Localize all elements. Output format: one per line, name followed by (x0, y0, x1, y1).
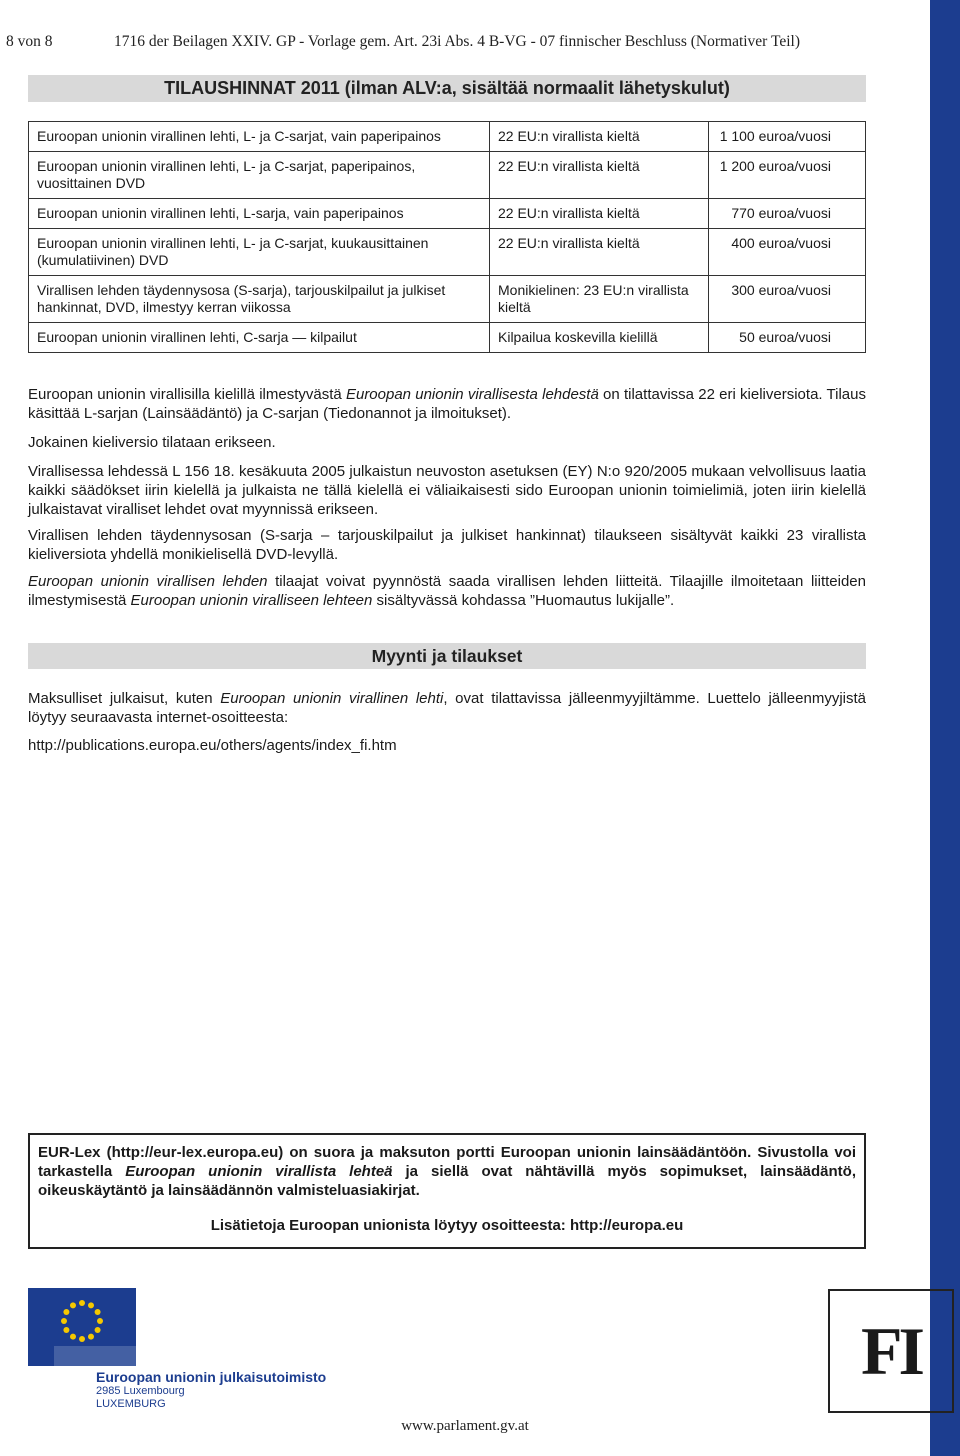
product-cell: Euroopan unionin virallinen lehti, L- ja C-sarjat, kuukausittainen (kumulatiivinen) DVD (29, 229, 490, 276)
text-span: ja siellä ovat nähtävillä myös sopimukset, lainsäädäntö, oikeuskäytäntö ja lainsäädännön valmisteluasiakirjat. (38, 1163, 856, 1199)
irish-language-paragraph: Virallisessa lehdessä L 156 18. kesäkuuta 2005 julkaistun neuvoston asetuksen (EY) N:o 920/2005 mukaan velvollisuus laatia kaikki säädökset iirin kielellä ja julkaista ne tällä kielellä ei väliaikaisesti sido Euroopan unionin toimielimiä, joten iirin kielellä julkaistavat viralliset lehdet ovat myynnissä erikseen. (28, 463, 866, 518)
table-row (29, 323, 866, 353)
subscription-title: TILAUSHINNAT 2011 (ilman ALV:a, sisältää normaalit lähetyskulut) (28, 75, 866, 102)
publisher-address-line2: LUXEMBURG (96, 1398, 166, 1410)
page-header (6, 33, 800, 51)
price-cell: 400 euroa/vuosi (709, 229, 866, 276)
journal-name-italic: Euroopan unionin virallisen lehden (28, 573, 268, 590)
footer-url[interactable]: www.parlament.gv.at (401, 1418, 529, 1434)
eurlex-box (28, 1133, 866, 1249)
text-span: Maksulliset julkaisut, kuten (28, 690, 221, 707)
price-cell: 770 euroa/vuosi (709, 199, 866, 229)
table-row (29, 199, 866, 229)
languages-paragraph (28, 385, 866, 423)
sales-title: Myynti ja tilaukset (28, 643, 866, 669)
right-edge-bar (930, 0, 960, 1456)
publisher-address-line1: 2985 Luxembourg (96, 1385, 185, 1397)
languages-cell: 22 EU:n virallista kieltä (490, 152, 709, 199)
agents-link[interactable]: http://publications.europa.eu/others/agents/index_fi.htm (28, 737, 397, 754)
languages-cell: 22 EU:n virallista kieltä (490, 122, 709, 152)
product-cell: Euroopan unionin virallinen lehti, L- ja C-sarjat, vain paperipainos (29, 122, 490, 152)
language-code-box: FI (828, 1289, 954, 1413)
text-span: , ovat tilattavissa jälleenmyyjiltämme. Luettelo jälleenmyyjistä löytyy seuraavasta internet-osoitteesta: (28, 690, 866, 726)
languages-cell: 22 EU:n virallista kieltä (490, 199, 709, 229)
price-cell: 1 200 euroa/vuosi (709, 152, 866, 199)
languages-cell: Monikielinen: 23 EU:n virallista kieltä (490, 276, 709, 323)
sales-paragraph (28, 689, 866, 727)
table-row (29, 122, 866, 152)
publisher-name: Euroopan unionin julkaisutoimisto (96, 1369, 327, 1385)
journal-name-italic: Euroopan unionin virallisesta lehdestä (345, 386, 599, 403)
text-span: on tilattavissa 22 eri kieliversiota. Tilaus käsittää L-sarjan (Lainsäädäntö) ja C-sarjan (Tiedonannot ja ilmoitukset). (28, 386, 866, 422)
product-cell: Euroopan unionin virallinen lehti, L- ja C-sarjat, paperipainos, vuosittainen DVD (29, 152, 490, 199)
table-row (29, 229, 866, 276)
product-cell: Euroopan unionin virallinen lehti, C-sarja — kilpailut (29, 323, 490, 353)
text-span: tilaajat voivat pyynnöstä saada virallisen lehden liitteitä. Tilaajille ilmoitetaan liitteiden ilmestymisestä (28, 573, 866, 609)
languages-cell: Kilpailua koskevilla kielillä (490, 323, 709, 353)
annexes-paragraph (28, 572, 866, 610)
price-cell: 50 euroa/vuosi (709, 323, 866, 353)
journal-name-italic: Euroopan unionin virallista lehteä (125, 1163, 393, 1180)
document-reference: 1716 der Beilagen XXIV. GP - Vorlage gem. Art. 23i Abs. 4 B-VG - 07 finnischer Beschluss (Normativer Teil) (114, 33, 800, 50)
eu-flag-icon (28, 1288, 136, 1366)
table-row (29, 152, 866, 199)
supplement-paragraph: Virallisen lehden täydennysosan (S-sarja – tarjouskilpailut ja julkiset hankinnat) tilaukseen sisältyvät kaikki 23 virallista kieliversiota yhdellä monikielisellä DVD-levyllä. (28, 527, 866, 563)
price-table (28, 121, 866, 353)
page-number: 8 von 8 (6, 33, 53, 50)
text-span: Euroopan unionin virallisilla kielillä ilmestyvästä (28, 386, 346, 403)
price-cell: 300 euroa/vuosi (709, 276, 866, 323)
languages-cell: 22 EU:n virallista kieltä (490, 229, 709, 276)
text-span: sisältyvässä kohdassa ”Huomautus lukijalle”. (372, 592, 675, 609)
journal-name-italic: Euroopan unionin viralliseen lehteen (130, 592, 373, 609)
publications-office-logo (28, 1288, 328, 1418)
separate-order-paragraph: Jokainen kieliversio tilataan erikseen. (28, 434, 276, 451)
table-row (29, 276, 866, 323)
product-cell: Euroopan unionin virallinen lehti, L-sarja, vain paperipainos (29, 199, 490, 229)
eurlex-more-info: Lisätietoja Euroopan unionista löytyy osoitteesta: http://europa.eu (210, 1217, 684, 1234)
eurlex-text (38, 1143, 856, 1200)
text-span: EUR-Lex (http://eur-lex.europa.eu) on suora ja maksuton portti Euroopan unionin lainsäädäntöön. Sivustolla voi tarkastella (38, 1144, 856, 1180)
product-cell: Virallisen lehden täydennysosa (S-sarja), tarjouskilpailut ja julkiset hankinnat, DVD, ilmestyy kerran viikossa (29, 276, 490, 323)
journal-name-italic: Euroopan unionin virallinen lehti (220, 690, 444, 707)
price-cell: 1 100 euroa/vuosi (709, 122, 866, 152)
